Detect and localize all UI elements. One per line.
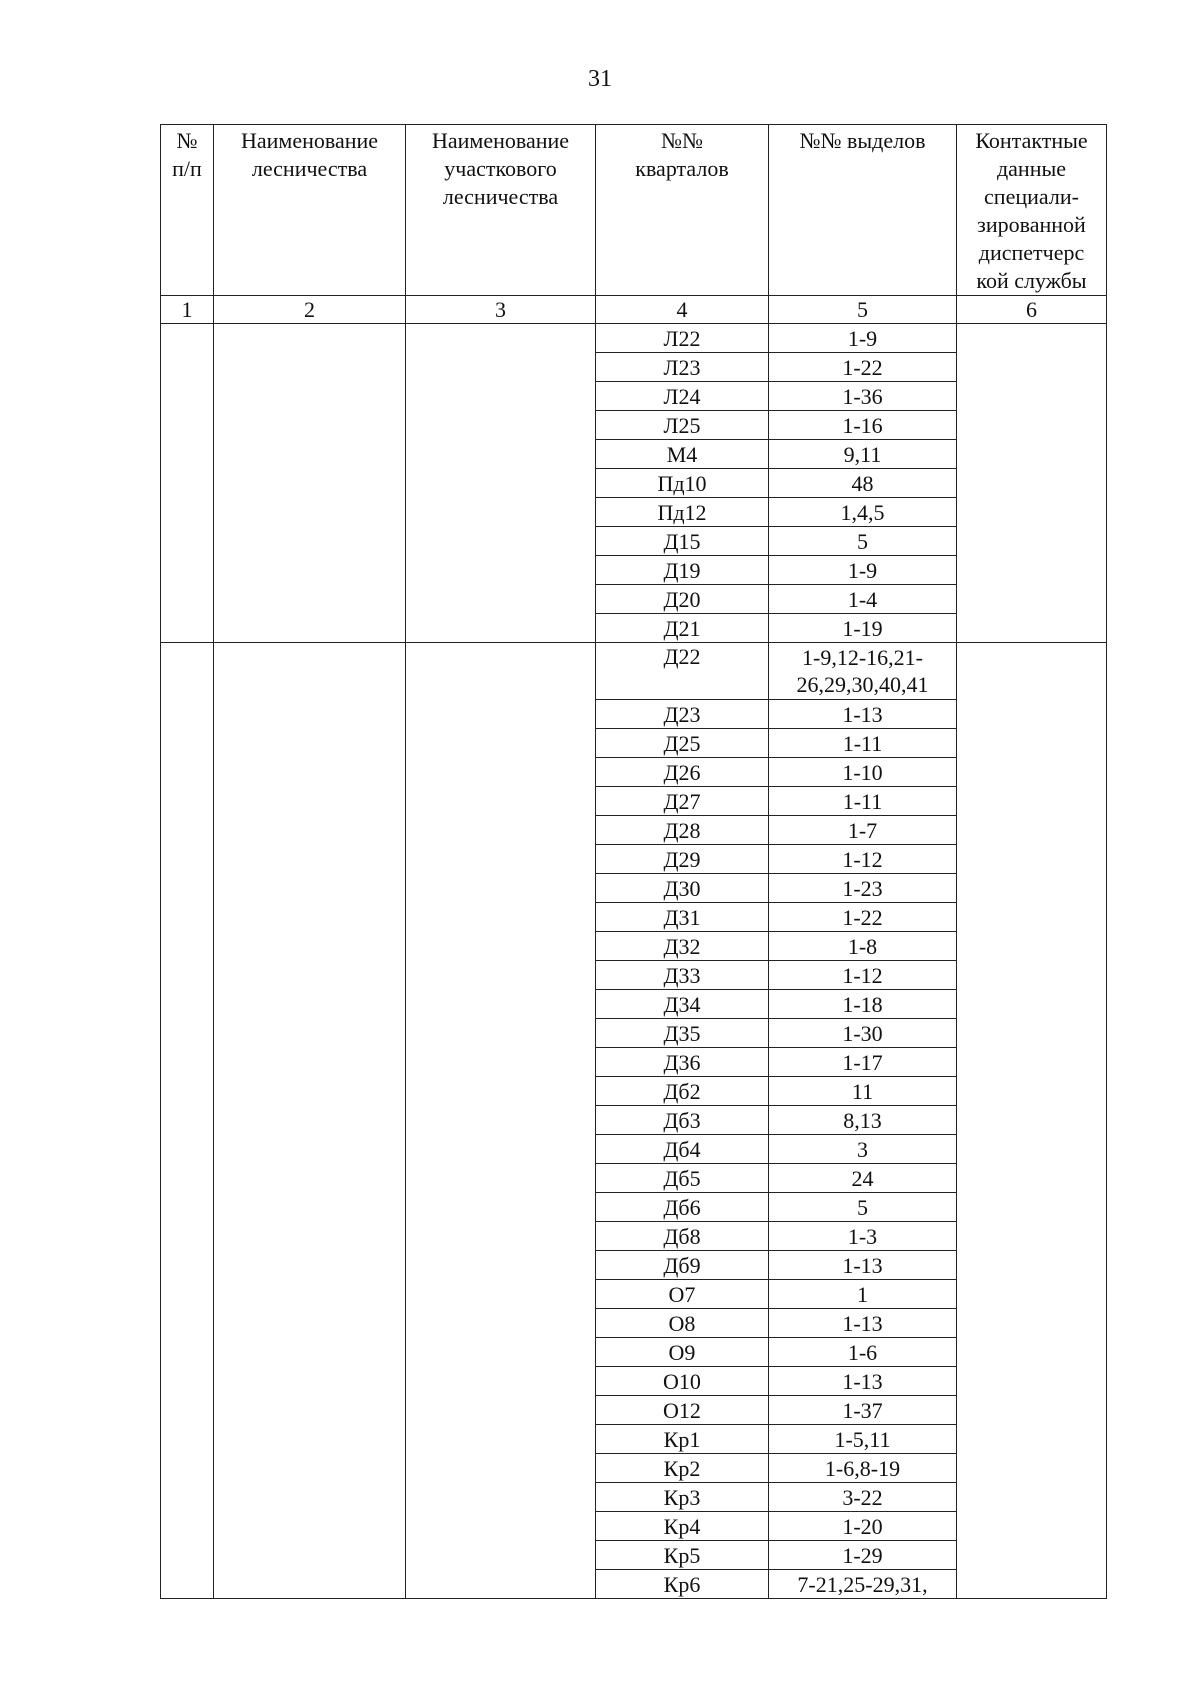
quarter-number: Д23 bbox=[596, 700, 769, 729]
allotment-numbers: 1,4,5 bbox=[769, 498, 957, 527]
quarter-number: Д31 bbox=[596, 903, 769, 932]
allotment-numbers: 1-12 bbox=[769, 961, 957, 990]
quarter-number: О8 bbox=[596, 1309, 769, 1338]
quarter-number: Дб8 bbox=[596, 1222, 769, 1251]
quarter-number: Дб9 bbox=[596, 1251, 769, 1280]
quarter-number: Дб2 bbox=[596, 1077, 769, 1106]
allotment-numbers: 1-22 bbox=[769, 903, 957, 932]
column-number: 1 bbox=[161, 296, 214, 324]
allotment-numbers: 48 bbox=[769, 469, 957, 498]
empty-cell-contacts bbox=[957, 324, 1107, 643]
row-group-2 bbox=[161, 643, 1107, 1599]
quarter-number: Д20 bbox=[596, 585, 769, 614]
quarter-number: Кр5 bbox=[596, 1541, 769, 1570]
quarter-number: Пд10 bbox=[596, 469, 769, 498]
quarter-number: Кр1 bbox=[596, 1425, 769, 1454]
column-number: 5 bbox=[769, 296, 957, 324]
quarter-number: Д35 bbox=[596, 1019, 769, 1048]
allotment-numbers: 1-13 bbox=[769, 1309, 957, 1338]
quarter-number: Дб4 bbox=[596, 1135, 769, 1164]
quarter-number: О10 bbox=[596, 1367, 769, 1396]
quarter-number: Л25 bbox=[596, 411, 769, 440]
quarter-number: Д33 bbox=[596, 961, 769, 990]
allotment-numbers: 11 bbox=[769, 1077, 957, 1106]
header-cell: Контактные данные специали- зированной диспетчерс кой службы bbox=[957, 125, 1107, 296]
allotment-numbers: 1-7 bbox=[769, 816, 957, 845]
quarter-number: Кр6 bbox=[596, 1570, 769, 1599]
page-number: 31 bbox=[588, 66, 612, 92]
header-row bbox=[161, 125, 1107, 296]
allotment-numbers: 1-9,12-16,21- 26,29,30,40,41 bbox=[769, 643, 957, 700]
quarter-number: Д36 bbox=[596, 1048, 769, 1077]
quarter-number: О7 bbox=[596, 1280, 769, 1309]
quarter-number: Д26 bbox=[596, 758, 769, 787]
allotment-numbers: 5 bbox=[769, 1193, 957, 1222]
quarter-number: Д30 bbox=[596, 874, 769, 903]
quarter-number: О9 bbox=[596, 1338, 769, 1367]
quarter-number: М4 bbox=[596, 440, 769, 469]
allotment-numbers: 8,13 bbox=[769, 1106, 957, 1135]
column-number-row bbox=[161, 296, 1107, 324]
table-row bbox=[161, 324, 1107, 353]
forestry-table bbox=[160, 124, 1107, 1599]
quarter-number: Д28 bbox=[596, 816, 769, 845]
empty-cell-col2 bbox=[214, 643, 406, 1599]
allotment-numbers: 1-9 bbox=[769, 324, 957, 353]
allotment-numbers: 3 bbox=[769, 1135, 957, 1164]
allotment-numbers: 24 bbox=[769, 1164, 957, 1193]
allotment-numbers: 1-36 bbox=[769, 382, 957, 411]
empty-cell-col2 bbox=[214, 324, 406, 643]
allotment-numbers: 1-13 bbox=[769, 1367, 957, 1396]
allotment-numbers: 3-22 bbox=[769, 1483, 957, 1512]
allotment-numbers: 1-3 bbox=[769, 1222, 957, 1251]
allotment-numbers: 1-16 bbox=[769, 411, 957, 440]
allotment-numbers: 1-9 bbox=[769, 556, 957, 585]
allotment-numbers: 9,11 bbox=[769, 440, 957, 469]
quarter-number: Д15 bbox=[596, 527, 769, 556]
quarter-number: Л24 bbox=[596, 382, 769, 411]
quarter-number: Д22 bbox=[596, 643, 769, 700]
allotment-numbers: 7-21,25-29,31, bbox=[769, 1570, 957, 1599]
column-number: 2 bbox=[214, 296, 406, 324]
header-cell: Наименование лесничества bbox=[214, 125, 406, 296]
allotment-numbers: 1-5,11 bbox=[769, 1425, 957, 1454]
quarter-number: Л22 bbox=[596, 324, 769, 353]
header-cell: №№ выделов bbox=[769, 125, 957, 296]
allotment-numbers: 1-37 bbox=[769, 1396, 957, 1425]
allotment-numbers: 1 bbox=[769, 1280, 957, 1309]
row-group-1 bbox=[161, 324, 1107, 643]
quarter-number: Д21 bbox=[596, 614, 769, 643]
allotment-numbers: 1-12 bbox=[769, 845, 957, 874]
quarter-number: Дб5 bbox=[596, 1164, 769, 1193]
column-number: 4 bbox=[596, 296, 769, 324]
empty-cell-col3 bbox=[406, 643, 596, 1599]
quarter-number: Д19 bbox=[596, 556, 769, 585]
empty-cell-col3 bbox=[406, 324, 596, 643]
allotment-numbers: 1-20 bbox=[769, 1512, 957, 1541]
quarter-number: Дб6 bbox=[596, 1193, 769, 1222]
allotment-numbers: 1-8 bbox=[769, 932, 957, 961]
empty-cell-contacts bbox=[957, 643, 1107, 1599]
quarter-number: Пд12 bbox=[596, 498, 769, 527]
allotment-numbers: 5 bbox=[769, 527, 957, 556]
allotment-numbers: 1-11 bbox=[769, 787, 957, 816]
header-cell: № п/п bbox=[161, 125, 214, 296]
allotment-numbers: 1-10 bbox=[769, 758, 957, 787]
allotment-numbers: 1-18 bbox=[769, 990, 957, 1019]
quarter-number: Кр3 bbox=[596, 1483, 769, 1512]
quarter-number: Д34 bbox=[596, 990, 769, 1019]
quarter-number: Кр4 bbox=[596, 1512, 769, 1541]
allotment-numbers: 1-6,8-19 bbox=[769, 1454, 957, 1483]
empty-cell-col1 bbox=[161, 324, 214, 643]
table-row bbox=[161, 643, 1107, 700]
allotment-numbers: 1-17 bbox=[769, 1048, 957, 1077]
allotment-numbers: 1-22 bbox=[769, 353, 957, 382]
column-number: 3 bbox=[406, 296, 596, 324]
quarter-number: Д25 bbox=[596, 729, 769, 758]
quarter-number: Д32 bbox=[596, 932, 769, 961]
allotment-numbers: 1-23 bbox=[769, 874, 957, 903]
empty-cell-col1 bbox=[161, 643, 214, 1599]
quarter-number: Л23 bbox=[596, 353, 769, 382]
quarter-number: Кр2 bbox=[596, 1454, 769, 1483]
quarter-number: О12 bbox=[596, 1396, 769, 1425]
quarter-number: Дб3 bbox=[596, 1106, 769, 1135]
column-number: 6 bbox=[957, 296, 1107, 324]
allotment-numbers: 1-13 bbox=[769, 1251, 957, 1280]
allotment-numbers: 1-6 bbox=[769, 1338, 957, 1367]
allotment-numbers: 1-13 bbox=[769, 700, 957, 729]
quarter-number: Д27 bbox=[596, 787, 769, 816]
allotment-numbers: 1-30 bbox=[769, 1019, 957, 1048]
allotment-numbers: 1-11 bbox=[769, 729, 957, 758]
header-cell: №№ кварталов bbox=[596, 125, 769, 296]
header-cell: Наименование участкового лесничества bbox=[406, 125, 596, 296]
allotment-numbers: 1-19 bbox=[769, 614, 957, 643]
allotment-numbers: 1-29 bbox=[769, 1541, 957, 1570]
allotment-numbers: 1-4 bbox=[769, 585, 957, 614]
quarter-number: Д29 bbox=[596, 845, 769, 874]
